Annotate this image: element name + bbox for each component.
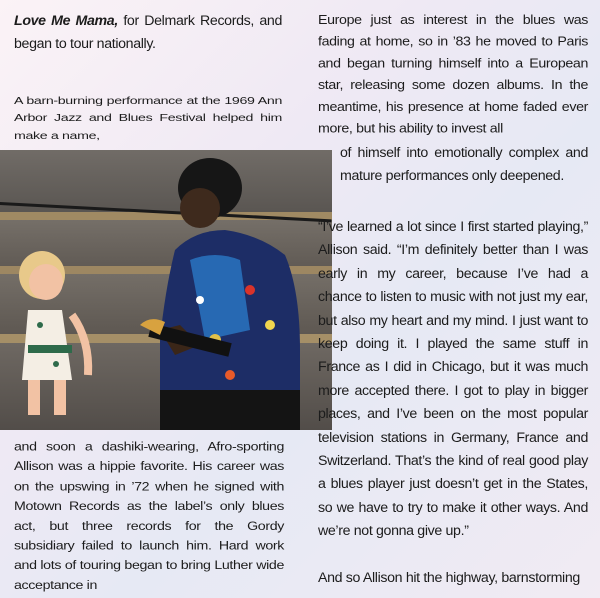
right-paragraph-europe: Europe just as interest in the blues was fading at home, so in ’83 he moved to Paris and began turning himself into a European star, releasing some dozen albums. In the meantime, his presence at home faded ever more, but his ability to invest all bbox=[318, 12, 588, 137]
allison-quote: “I’ve learned a lot since I first started playing,” Allison said. “I’m definitely better than I was early in my career, because I’ve had a chance to listen to music with not just my ear, but also my heart and my mind. I just want to keep doing it. I played the same stuff in France as I did in Chicago, but it was much more accepted there. I got to play in bigger places, and I’ve been on the most popular television stations in Germany, France and Switzerland. That’s the kind of real good play a blues player just doesn’t get in the States, so we have to try to make it other ways. And we’re not gonna give up.” bbox=[318, 219, 588, 540]
left-intro-rest: for Delmark Records, and began to tour nationally. bbox=[14, 13, 282, 53]
right-paragraph-europe-cont: of himself into emotionally complex and mature performances only deepened. bbox=[340, 145, 588, 185]
photo-guitarist-with-child bbox=[0, 150, 332, 430]
album-title: Love Me Mama, bbox=[14, 13, 118, 29]
right-paragraph-closing: And so Allison hit the highway, barnstorming bbox=[318, 570, 580, 586]
left-paragraph-festival: A barn-burning performance at the 1969 Ann Arbor Jazz and Blues Festival helped him make a name, bbox=[14, 95, 282, 142]
photo-figures-icon bbox=[0, 150, 332, 430]
left-paragraph-motown: and soon a dashiki-wearing, Afro-sporting Allison was a hippie favorite. His career was on the upswing in ’72 when he signed with Motown Records as the label’s only blues act, but three records for the Gordy subsidiary failed to launch him. Hard work and lots of touring began to bring Luther wide acceptance in bbox=[14, 440, 284, 593]
left-intro-text bbox=[14, 10, 282, 57]
